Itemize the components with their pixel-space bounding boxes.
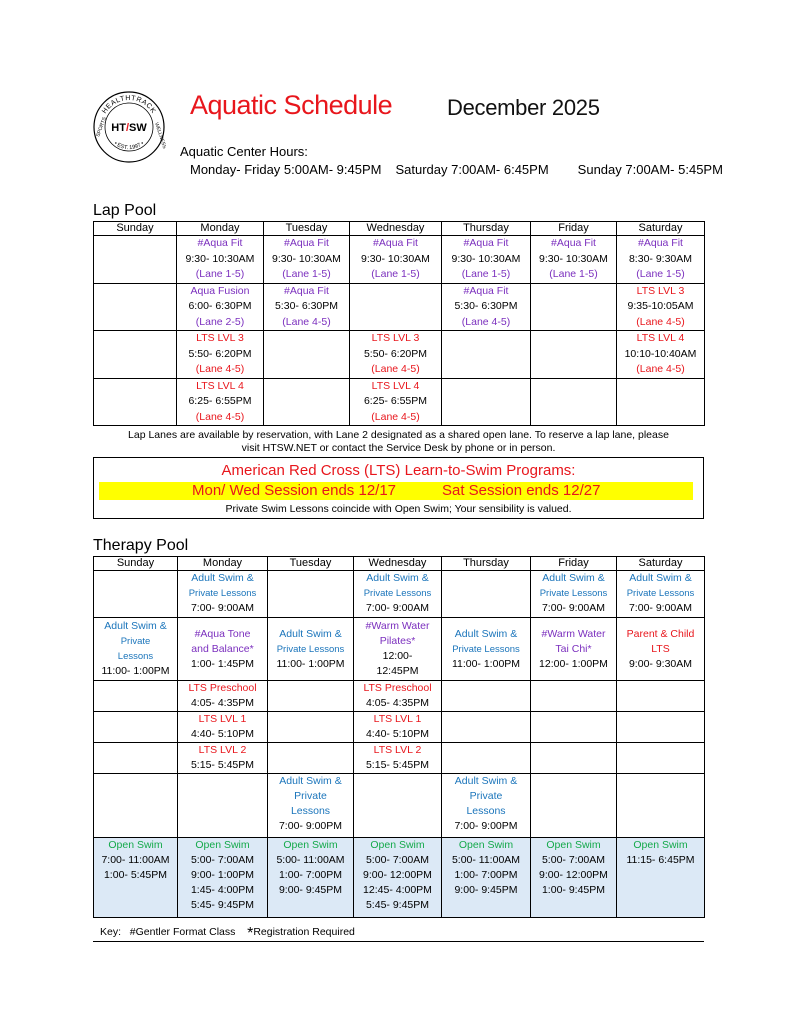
class-cell <box>442 681 531 712</box>
class-cell: Adult Swim & Private Lessons 7:00- 9:00AM <box>531 571 617 618</box>
day-header-saturday: Saturday <box>617 557 705 571</box>
saturday-hours: Saturday 7:00AM- 6:45PM <box>395 162 549 177</box>
class-cell: #Aqua Fit 5:30- 6:30PM (Lane 4-5) <box>442 283 531 331</box>
class-cell <box>94 236 177 284</box>
weekday-hours: Monday- Friday 5:00AM- 9:45PM <box>190 162 382 177</box>
htsw-logo <box>92 90 166 164</box>
class-cell: Adult Swim & Private Lessons 7:00- 9:00AM <box>354 571 442 618</box>
day-header-thursday: Thursday <box>442 222 531 236</box>
day-header-monday: Monday <box>177 222 264 236</box>
class-cell: LTS LVL 4 10:10-10:40AM (Lane 4-5) <box>617 331 705 379</box>
class-cell: Aqua Fusion 6:00- 6:30PM (Lane 2-5) <box>177 283 264 331</box>
lap-pool-table <box>93 221 705 426</box>
key-gentler-format: #Gentler Format Class <box>129 926 236 938</box>
lap-note-line: Lap Lanes are available by reservation, with Lane 2 designated as a shared open lane. To reserve a lap lane, please <box>128 429 669 441</box>
svg-text:• EST. 1997 •: • EST. 1997 • <box>112 140 146 152</box>
lap-pool-title: Lap Pool <box>93 202 157 219</box>
private-lessons-note: Private Swim Lessons coincide with Open Swim; Your sensibility is valued. <box>225 503 572 515</box>
class-cell: Adult Swim & Private Lessons 7:00- 9:00PM <box>268 774 354 838</box>
class-cell: Parent & Child LTS 9:00- 9:30AM <box>617 618 705 681</box>
day-header-saturday: Saturday <box>617 222 705 236</box>
schedule-month: December 2025 <box>447 95 600 120</box>
therapy-pool-title: Therapy Pool <box>93 537 189 554</box>
class-cell <box>178 774 268 838</box>
open-swim-cell: Open Swim 11:15- 6:45PM <box>617 838 705 918</box>
class-cell <box>442 571 531 618</box>
class-cell: LTS LVL 4 6:25- 6:55PM (Lane 4-5) <box>350 378 442 426</box>
svg-text:WELLNESS: WELLNESS <box>153 121 166 150</box>
open-swim-cell: Open Swim 5:00- 11:00AM 1:00- 7:00PM 9:00- 9:45PM <box>442 838 531 918</box>
class-cell <box>617 743 705 774</box>
open-swim-cell: Open Swim 5:00- 7:00AM 9:00- 12:00PM 12:45- 4:00PM 5:45- 9:45PM <box>354 838 442 918</box>
class-cell: LTS Preschool 4:05- 4:35PM <box>178 681 268 712</box>
class-cell <box>531 283 617 331</box>
page-title: Aquatic Schedule <box>190 90 393 120</box>
session-end-band <box>99 482 693 500</box>
class-cell <box>617 712 705 743</box>
day-header-monday: Monday <box>178 557 268 571</box>
key-registration-required: Registration Required <box>253 926 355 938</box>
class-cell <box>531 378 617 426</box>
sunday-hours: Sunday 7:00AM- 5:45PM <box>577 162 723 177</box>
class-cell <box>442 378 531 426</box>
class-cell <box>94 743 178 774</box>
class-cell <box>94 283 177 331</box>
class-cell: LTS LVL 3 5:50- 6:20PM (Lane 4-5) <box>177 331 264 379</box>
class-cell: #Aqua Fit 8:30- 9:30AM (Lane 1-5) <box>617 236 705 284</box>
svg-text:SPORTS: SPORTS <box>95 116 108 138</box>
class-cell <box>94 774 178 838</box>
open-swim-cell: Open Swim 5:00- 11:00AM 1:00- 7:00PM 9:00- 9:45PM <box>268 838 354 918</box>
class-cell <box>268 712 354 743</box>
class-cell: Adult Swim & Private Lessons 7:00- 9:00AM <box>178 571 268 618</box>
class-cell: #Aqua Fit 9:30- 10:30AM (Lane 1-5) <box>264 236 350 284</box>
class-cell: Adult Swim & Private Lessons 11:00- 1:00PM <box>94 618 178 681</box>
class-cell <box>617 681 705 712</box>
mon-wed-session-end: Mon/ Wed Session ends 12/17 <box>192 482 397 499</box>
class-cell: #Warm Water Pilates* 12:00- 12:45PM <box>354 618 442 681</box>
svg-text:HEALTHTRACK: HEALTHTRACK <box>101 94 157 116</box>
class-cell <box>354 774 442 838</box>
class-cell <box>268 743 354 774</box>
class-cell: Adult Swim & Private Lessons 7:00- 9:00PM <box>442 774 531 838</box>
class-cell <box>531 331 617 379</box>
open-swim-cell: Open Swim 7:00- 11:00AM 1:00- 5:45PM <box>94 838 178 918</box>
class-cell: #Aqua Tone and Balance* 1:00- 1:45PM <box>178 618 268 681</box>
class-cell <box>94 571 178 618</box>
class-cell <box>617 774 705 838</box>
day-header-wednesday: Wednesday <box>350 222 442 236</box>
class-cell <box>442 743 531 774</box>
class-cell: LTS LVL 4 6:25- 6:55PM (Lane 4-5) <box>177 378 264 426</box>
class-cell <box>268 681 354 712</box>
therapy-pool-table <box>93 556 705 918</box>
class-cell: Adult Swim & Private Lessons 11:00- 1:00PM <box>268 618 354 681</box>
day-header-sunday: Sunday <box>94 222 177 236</box>
class-cell <box>531 743 617 774</box>
class-cell: LTS LVL 3 9:35-10:05AM (Lane 4-5) <box>617 283 705 331</box>
class-cell: LTS LVL 1 4:40- 5:10PM <box>178 712 268 743</box>
class-cell <box>350 283 442 331</box>
svg-text:HT/SW: HT/SW <box>111 122 147 134</box>
class-cell: #Aqua Fit 9:30- 10:30AM (Lane 1-5) <box>531 236 617 284</box>
day-header-thursday: Thursday <box>442 557 531 571</box>
day-header-friday: Friday <box>531 557 617 571</box>
class-cell: LTS LVL 3 5:50- 6:20PM (Lane 4-5) <box>350 331 442 379</box>
class-cell <box>531 681 617 712</box>
class-cell <box>94 712 178 743</box>
day-header-tuesday: Tuesday <box>264 222 350 236</box>
class-cell <box>94 331 177 379</box>
day-header-tuesday: Tuesday <box>268 557 354 571</box>
class-cell: #Aqua Fit 9:30- 10:30AM (Lane 1-5) <box>442 236 531 284</box>
key-star: * <box>247 925 254 942</box>
class-cell: LTS LVL 2 5:15- 5:45PM <box>354 743 442 774</box>
class-cell <box>531 712 617 743</box>
class-cell <box>442 331 531 379</box>
open-swim-cell: Open Swim 5:00- 7:00AM 9:00- 12:00PM 1:00- 9:45PM <box>531 838 617 918</box>
class-cell <box>264 331 350 379</box>
class-cell <box>264 378 350 426</box>
class-cell: #Aqua Fit 9:30- 10:30AM (Lane 1-5) <box>177 236 264 284</box>
class-cell <box>94 378 177 426</box>
class-cell: #Aqua Fit 9:30- 10:30AM (Lane 1-5) <box>350 236 442 284</box>
class-cell: LTS Preschool 4:05- 4:35PM <box>354 681 442 712</box>
key-label: Key: <box>100 926 122 938</box>
day-header-wednesday: Wednesday <box>354 557 442 571</box>
red-cross-title: American Red Cross (LTS) Learn-to-Swim Programs: <box>221 462 576 479</box>
lap-lane-note <box>93 429 704 455</box>
class-cell: LTS LVL 1 4:40- 5:10PM <box>354 712 442 743</box>
class-cell: #Aqua Fit 5:30- 6:30PM (Lane 4-5) <box>264 283 350 331</box>
hours-label: Aquatic Center Hours: <box>180 144 308 159</box>
red-cross-box <box>93 457 704 519</box>
sat-session-end: Sat Session ends 12/27 <box>442 482 601 499</box>
class-cell <box>268 571 354 618</box>
day-header-sunday: Sunday <box>94 557 178 571</box>
open-swim-cell: Open Swim 5:00- 7:00AM 9:00- 1:00PM 1:45- 4:00PM 5:45- 9:45PM <box>178 838 268 918</box>
class-cell <box>442 712 531 743</box>
class-cell <box>94 681 178 712</box>
class-cell: Adult Swim & Private Lessons 7:00- 9:00AM <box>617 571 705 618</box>
hours-line <box>190 162 723 177</box>
class-cell <box>531 774 617 838</box>
day-header-friday: Friday <box>531 222 617 236</box>
bottom-rule <box>93 941 704 942</box>
lap-note-line: visit HTSW.NET or contact the Service Desk by phone or in person. <box>241 442 556 454</box>
class-cell <box>617 378 705 426</box>
class-cell: LTS LVL 2 5:15- 5:45PM <box>178 743 268 774</box>
class-cell: Adult Swim & Private Lessons 11:00- 1:00PM <box>442 618 531 681</box>
class-cell: #Warm Water Tai Chi* 12:00- 1:00PM <box>531 618 617 681</box>
